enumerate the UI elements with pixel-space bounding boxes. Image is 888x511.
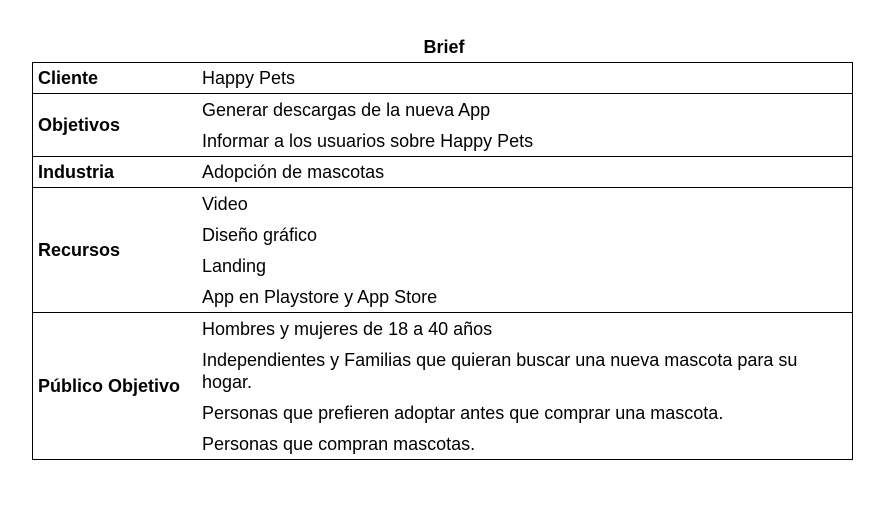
row-item: Landing	[202, 256, 267, 276]
row-label: Público Objetivo	[33, 313, 203, 460]
row-item: Generar descargas de la nueva App	[202, 100, 491, 120]
brief-table	[32, 62, 853, 460]
document-title: Brief	[423, 37, 465, 57]
row-item: App en Playstore y App Store	[202, 287, 438, 307]
row-item: Personas que compran mascotas.	[202, 434, 476, 454]
row-content	[202, 188, 853, 313]
row-item: Diseño gráfico	[202, 225, 318, 245]
row-item: Hombres y mujeres de 18 a 40 años	[202, 319, 493, 339]
row-item: Personas que prefieren adoptar antes que comprar una mascota.	[202, 403, 724, 423]
table-row-industria	[33, 157, 853, 188]
row-item: Informar a los usuarios sobre Happy Pets	[202, 131, 534, 151]
row-content	[202, 157, 853, 188]
row-item: Video	[202, 194, 248, 214]
row-label: Objetivos	[33, 94, 203, 157]
row-label: Recursos	[33, 188, 203, 313]
row-item: Adopción de mascotas	[202, 162, 385, 182]
row-content	[202, 63, 853, 94]
table-row-recursos	[33, 188, 853, 313]
row-label: Industria	[33, 157, 203, 188]
table-row-objetivos	[33, 94, 853, 157]
row-content	[202, 313, 853, 460]
table-row-cliente	[33, 63, 853, 94]
row-label: Cliente	[33, 63, 203, 94]
row-item: Happy Pets	[202, 68, 296, 88]
row-item: Independientes y Familias que quieran buscar una nueva mascota para su hogar.	[202, 350, 798, 392]
row-content	[202, 94, 853, 157]
table-row-publico-objetivo	[33, 313, 853, 460]
